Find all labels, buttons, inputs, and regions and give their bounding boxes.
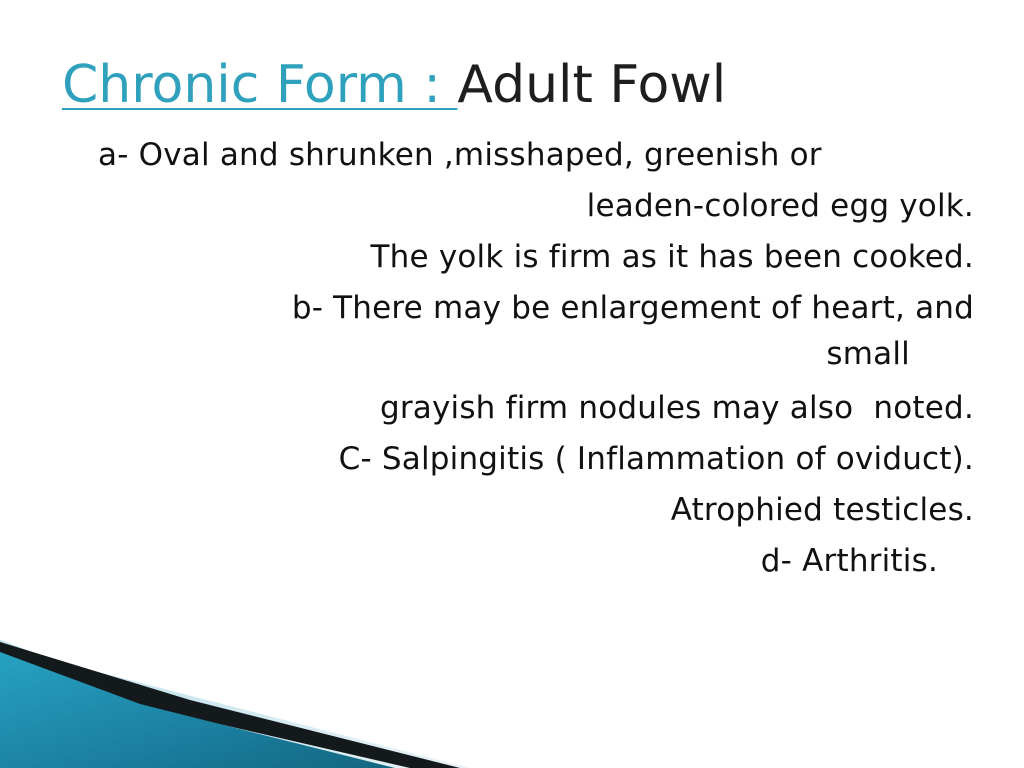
body-line-2: leaden-colored egg yolk. [586,188,974,224]
title-primary: Chronic Form : [62,55,458,115]
body-line-5: small [826,336,910,372]
title-secondary: Adult Fowl [457,55,727,115]
body-line-8: Atrophied testicles. [670,492,974,528]
body-line-1: a- Oval and shrunken ,misshaped, greenish or [98,137,832,173]
body-line-7: C- Salpingitis ( Inflammation of oviduct). [338,441,974,477]
slide-title [62,56,726,116]
body-line-6: grayish firm nodules may also noted. [379,390,974,426]
body-line-4: b- There may be enlargement of heart, and [291,290,974,326]
body-line-3: The yolk is firm as it has been cooked. [370,239,974,275]
body-line-9: d- Arthritis. [760,543,938,579]
